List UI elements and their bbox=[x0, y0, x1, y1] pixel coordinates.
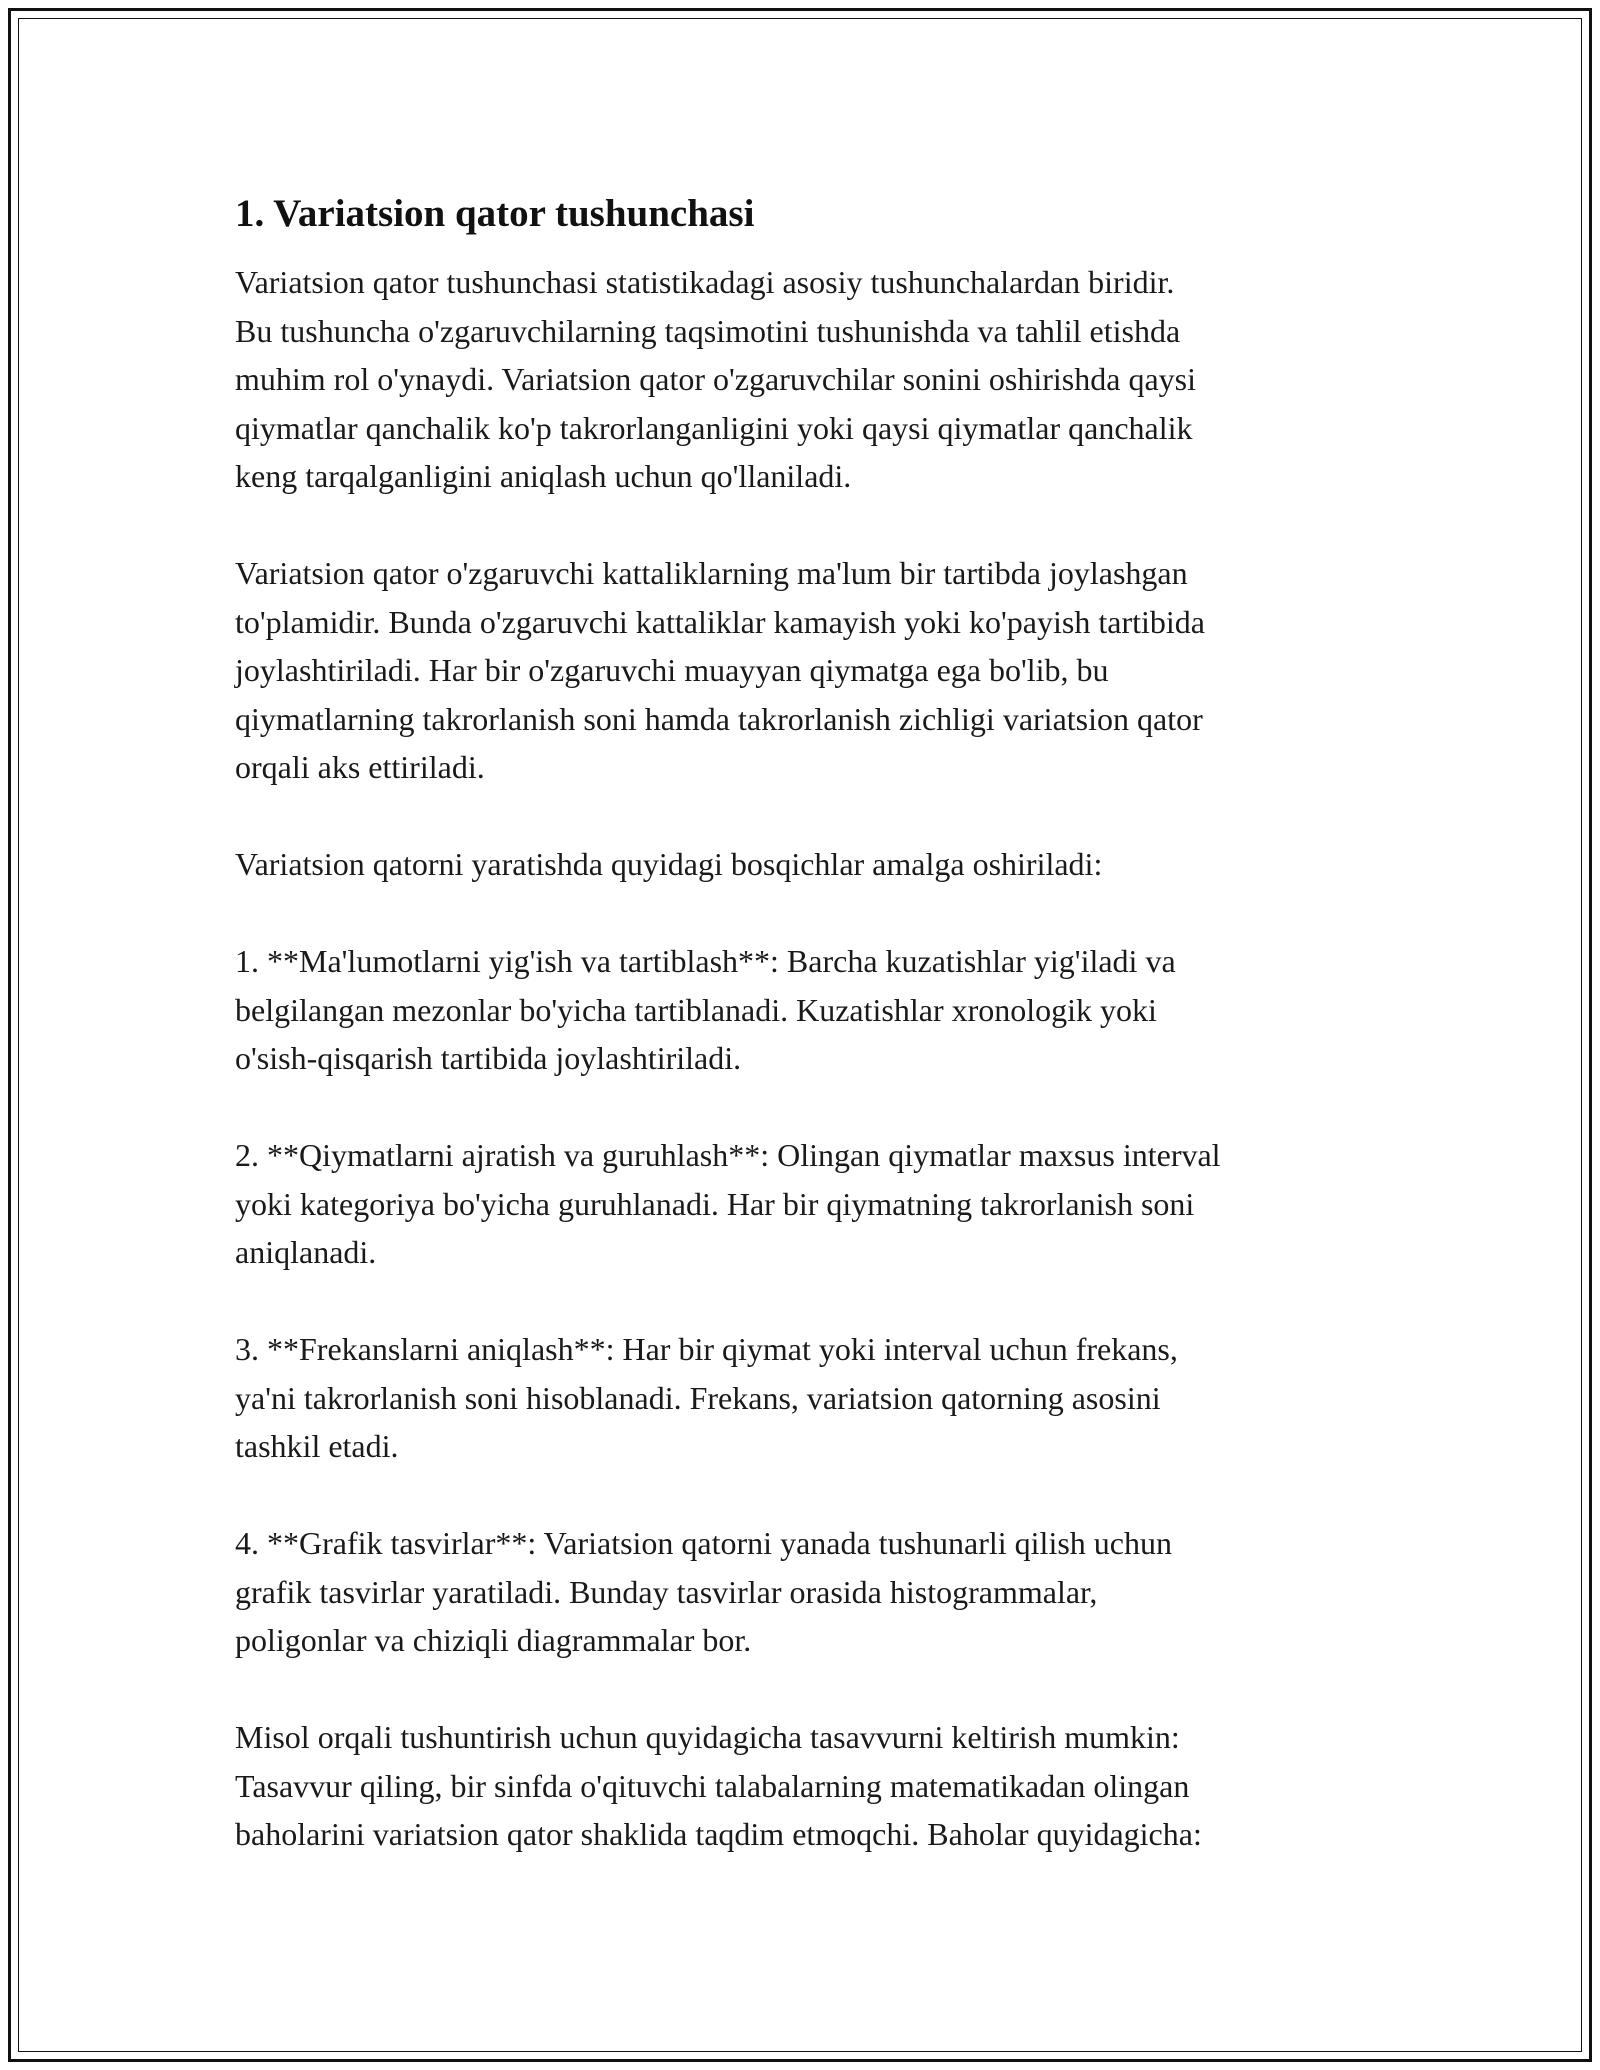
paragraph-steps-intro: Variatsion qatorni yaratishda quyidagi bosqichlar amalga oshiriladi: bbox=[235, 846, 1103, 882]
paragraph-definition: Variatsion qator o'zgaruvchi kattaliklarning ma'lum bir tartibda joylashgan to'plamidir. Bunda o'zgaruvchi kattaliklar kamayish yoki ko'payish tartibida joylashtiriladi. Har bir o'zgaruvchi muayyan qiymatga ega bo'lib, bu qiymatlarning takrorlanish soni hamda takrorlanish zichligi variatsion qator orqali aks ettiriladi. bbox=[235, 555, 1205, 785]
document-body bbox=[235, 186, 1385, 1859]
list-item-step-1: 1. **Ma'lumotlarni yig'ish va tartiblash**: Barcha kuzatishlar yig'iladi va belgilangan mezonlar bo'yicha tartiblanadi. Kuzatishlar xronologik yoki o'sish-qisqarish tartibida joylashtiriladi. bbox=[235, 943, 1176, 1076]
list-item-step-3: 3. **Frekanslarni aniqlash**: Har bir qiymat yoki interval uchun frekans, ya'ni takrorlanish soni hisoblanadi. Frekans, variatsion qatorning asosini tashkil etadi. bbox=[235, 1331, 1178, 1464]
list-item-step-2: 2. **Qiymatlarni ajratish va guruhlash**: Olingan qiymatlar maxsus interval yoki kategoriya bo'yicha guruhlanadi. Har bir qiymatning takrorlanish soni aniqlanadi. bbox=[235, 1137, 1221, 1270]
section-heading: 1. Variatsion qator tushunchasi bbox=[235, 192, 755, 235]
paragraph-example: Misol orqali tushuntirish uchun quyidagicha tasavvurni keltirish mumkin: Tasavvur qiling, bir sinfda o'qituvchi talabalarning matematikadan olingan baholarini variatsion qator shaklida taqdim etmoqchi. Baholar quyidagicha: bbox=[235, 1719, 1202, 1852]
list-item-step-4: 4. **Grafik tasvirlar**: Variatsion qatorni yanada tushunarli qilish uchun grafik tasvirlar yaratiladi. Bunday tasvirlar orasida histogrammalar, poligonlar va chiziqli diagrammalar bor. bbox=[235, 1525, 1172, 1658]
paragraph-intro: Variatsion qator tushunchasi statistikadagi asosiy tushunchalardan biridir. Bu tushuncha o'zgaruvchilarning taqsimotini tushunishda va tahlil etishda muhim rol o'ynaydi. Variatsion qator o'zgaruvchilar sonini oshirishda qaysi qiymatlar qanchalik ko'p takrorlanganligini yoki qaysi qiymatlar qanchalik keng tarqalganligini aniqlash uchun qo'llaniladi. bbox=[235, 264, 1196, 494]
